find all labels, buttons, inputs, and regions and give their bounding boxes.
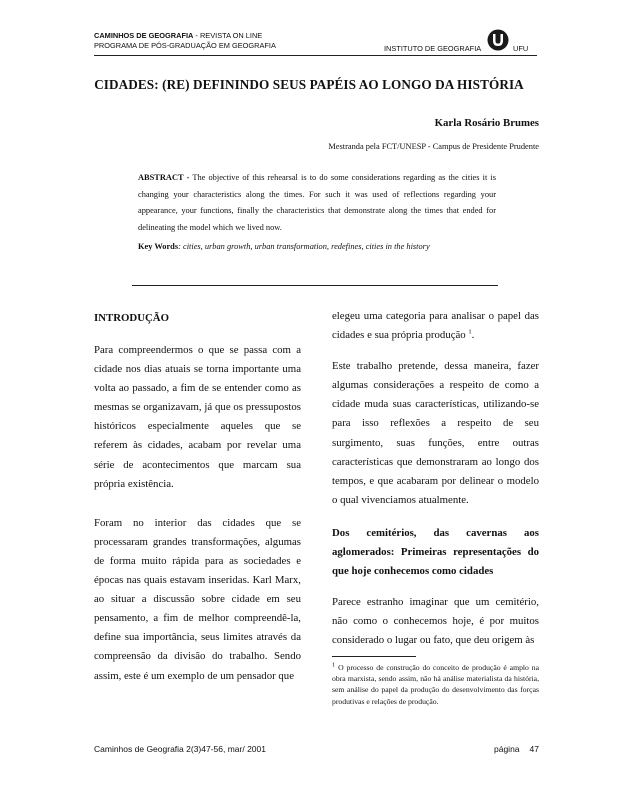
journal-header xyxy=(94,31,276,51)
footnote-text: O processo de construção do conceito de produção é amplo na obra marxista, sendo assim, não há análise materialista da história, sem análise do papel da produção do desenvolvimento das forças produtivas e relações de produção. xyxy=(332,663,539,706)
abstract-divider xyxy=(132,285,498,286)
footnote-divider xyxy=(332,656,416,657)
author-affiliation: Mestranda pela FCT/UNESP - Campus de Presidente Prudente xyxy=(328,142,539,151)
paragraph-text: elegeu uma categoria para analisar o papel das cidades e sua própria produção xyxy=(332,310,539,342)
section-heading-introduction: INTRODUÇÃO xyxy=(94,312,169,324)
abstract-text: The objective of this rehearsal is to do some considerations regarding as the cities it is changing your characteristics along the times. For such it was used of reflections regarding your appearance, your functions, finally the characteristics that demonstrate along the times that ended for delineating the model which we lived now. xyxy=(138,173,496,232)
journal-line xyxy=(94,31,276,41)
program-line: PROGRAMA DE PÓS-GRADUAÇÃO EM GEOGRAFIA xyxy=(94,41,276,50)
paragraph: Este trabalho pretende, dessa maneira, fazer algumas considerações a respeito de como a cidade muda suas características, utilizando-se para isso reflexões a respeito de seu surgimento, suas funções, entre outras características que demonstraram ao longo dos tempos, e que acabaram por delinear o modelo o qual vivenciamos atualmente. xyxy=(332,360,539,506)
paragraph xyxy=(332,307,539,345)
footnote-mark: 1 xyxy=(332,661,336,669)
left-column xyxy=(94,341,301,686)
footnote xyxy=(332,662,539,707)
university-logo-icon xyxy=(487,29,509,51)
abstract xyxy=(138,170,496,236)
page-number: 47 xyxy=(529,744,539,754)
institute-label: INSTITUTO DE GEOGRAFIA xyxy=(384,44,482,53)
right-column xyxy=(332,307,539,651)
header-divider xyxy=(94,55,537,56)
abstract-label: ABSTRACT - xyxy=(138,173,190,182)
page-label: página xyxy=(494,744,520,754)
section-heading: Dos cemitérios, das cavernas aos aglomerados: Primeiras representações do que hoje conhecemos como cidades xyxy=(332,526,539,578)
paper-title: CIDADES: (RE) DEFININDO SEUS PAPÉIS AO LONGO DA HISTÓRIA xyxy=(94,77,524,92)
university-label: UFU xyxy=(513,44,529,53)
journal-suffix: - REVISTA ON LINE xyxy=(193,31,263,40)
footer-page xyxy=(494,744,539,754)
keywords-label: Key Words xyxy=(138,242,179,251)
journal-name: CAMINHOS DE GEOGRAFIA xyxy=(94,31,194,40)
paragraph: Parece estranho imaginar que um cemitério, não como o conhecemos hoje, é por muitos considerado o lugar ou fato, que deu origem às xyxy=(332,596,539,647)
keywords xyxy=(138,242,518,251)
footer-citation: Caminhos de Geografia 2(3)47-56, mar/ 2001 xyxy=(94,744,266,754)
author-name: Karla Rosário Brumes xyxy=(434,117,539,129)
paragraph: Para compreendermos o que se passa com a cidade nos dias atuais se torna importante uma volta ao passado, a fim de se entender como as mesmas se organizavam, já que os pressupostos históricos especialmente aqueles que se referem às cidades, acabam por revelar uma série de acontecimentos que marcam sua própria existência. xyxy=(94,344,301,490)
footnote-reference[interactable]: 1 xyxy=(468,328,472,336)
keywords-text: : cities, urban growth, urban transformation, redefines, cities in the history xyxy=(178,242,430,251)
paragraph: Foram no interior das cidades que se processaram grandes transformações, algumas de forma muito rápida para as sociedades e épocas nas quais estavam inseridas. Karl Marx, ao situar a discussão sobre cidade em seu pensamento, a fim de melhor compreendê-la, define sua importância, seus limites através da compreensão da divisão do trabalho. Sendo assim, este é um exemplo de um pensador que xyxy=(94,516,301,682)
paragraph-end: . xyxy=(471,329,475,342)
